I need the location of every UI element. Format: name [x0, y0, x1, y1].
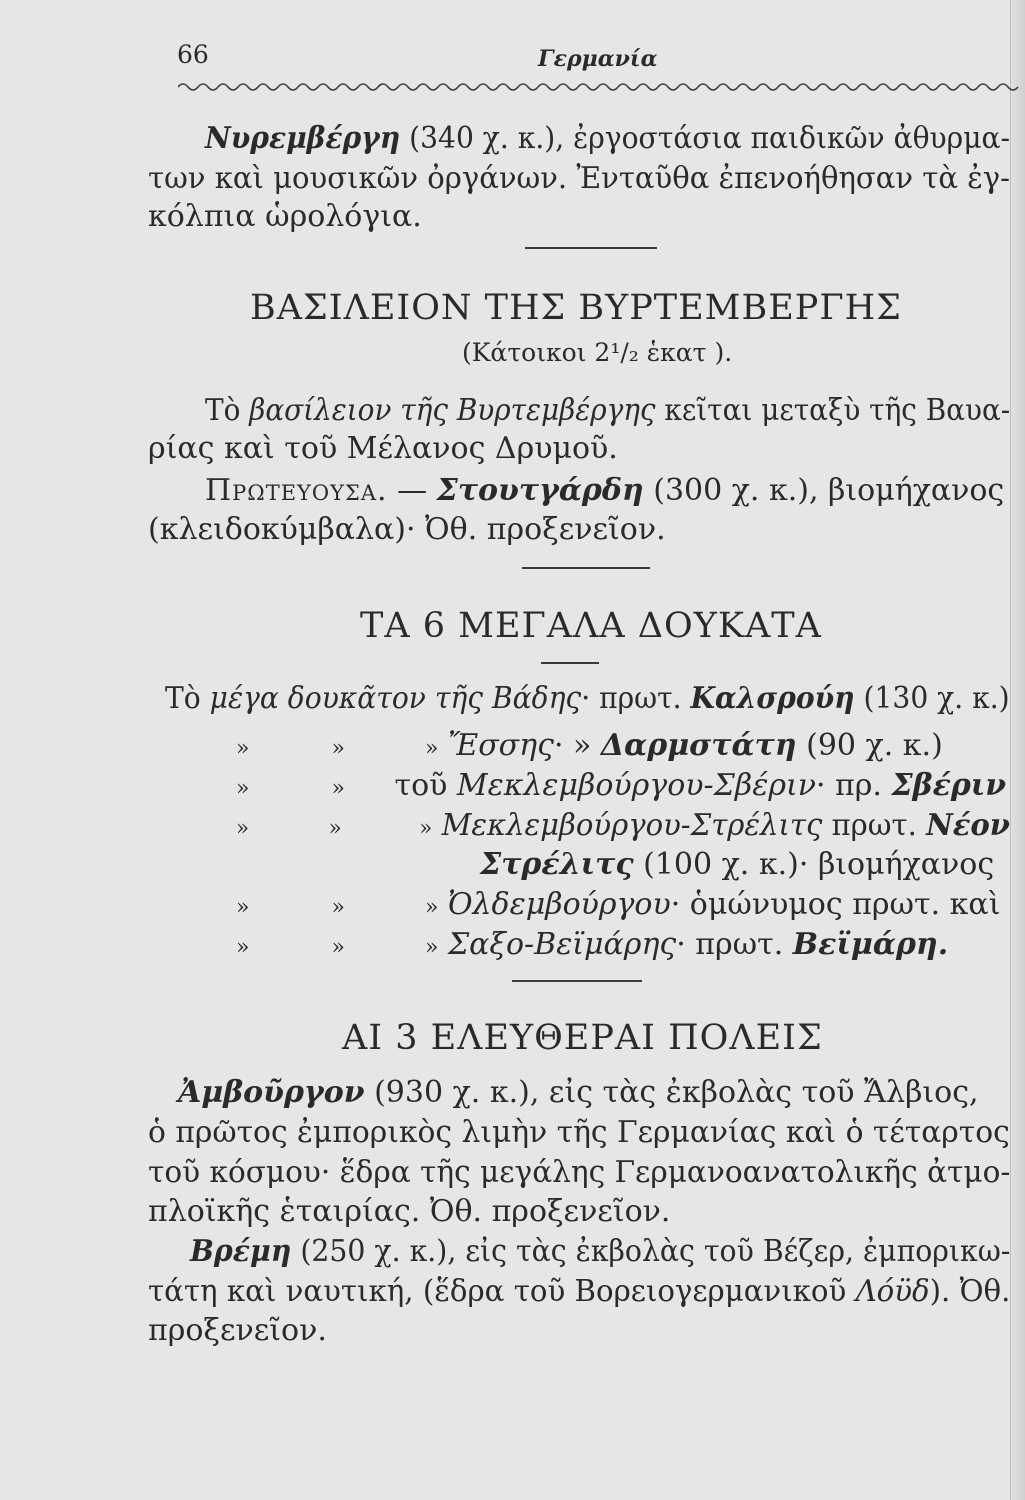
duchy-row: [165, 680, 1010, 718]
paragraph-line: τοῦ κόσμου· ἕδρα τῆς μεγάλης Γερμανοανατολικῆς ἀτμο-: [148, 1155, 1011, 1190]
ditto-mark: »: [419, 816, 433, 841]
italic-text: Ἔσσης: [447, 728, 554, 763]
paragraph-line: ὁ πρῶτος ἐμπορικὸς λιμὴν τῆς Γερμανίας καὶ ὁ τέταρτος: [148, 1115, 1010, 1150]
text: (100 χ. κ.)· βιομήχανος: [633, 847, 995, 882]
city-name: Νυρεμβέργη: [205, 121, 401, 156]
text: Τὸ: [165, 681, 210, 716]
ditto-mark: »: [236, 816, 250, 841]
section-divider: [522, 567, 650, 569]
duchy-row: [236, 807, 1010, 848]
short-divider: [541, 662, 599, 664]
running-title: Γερμανία: [538, 46, 658, 72]
wavy-header-rule: [178, 80, 1025, 94]
text: (300 χ. κ.), βιομήχανος: [643, 473, 1005, 508]
city-name: Ἀμβοῦργον: [178, 1075, 365, 1110]
italic-text: Μεκλεμβούργου-Στρέλιτς: [441, 808, 823, 843]
text: (250 χ. κ.), εἰς τὰς ἐκβολὰς τοῦ Βέζερ, ἐμπορικω-: [291, 1234, 1011, 1269]
text: τάτη καὶ ναυτική, (ἕδρα τοῦ Βορειογερμανικοῦ: [148, 1274, 856, 1309]
duchy-row: [236, 727, 943, 768]
intro-line-3: κόλπια ὡρολόγια.: [148, 199, 422, 234]
text: τοῦ: [394, 768, 457, 803]
ditto-mark: »: [236, 895, 250, 920]
capital-label: Πρωτευουσα.: [205, 473, 388, 508]
duchy-row: [236, 767, 1006, 808]
section-divider: [512, 980, 642, 982]
capital-name: Βεϊμάρη.: [792, 927, 949, 962]
text: · πρ.: [815, 768, 892, 803]
ditto-mark: »: [236, 736, 250, 761]
capital-name: Στουτγάρδη: [436, 473, 644, 508]
paragraph-line: [178, 1074, 979, 1112]
section-heading: ΑΙ 3 ΕΛΕΥΘΕΡΑΙ ΠΟΛΕΙΣ: [342, 1018, 823, 1058]
paragraph-line: [205, 392, 1010, 430]
ditto-mark: »: [424, 935, 439, 960]
paragraph-line: (κλειδοκύμβαλα)· Ὀθ. προξενεῖον.: [148, 512, 666, 547]
section-divider: [525, 247, 657, 249]
text: κεῖται μεταξὺ τῆς Βαυα-: [655, 393, 1011, 428]
text: · πρωτ.: [581, 681, 691, 716]
italic-text: Ὀλδεμβούργου: [447, 887, 671, 922]
capital-name: Στρέλιτς: [480, 847, 634, 882]
italic-text: μέγα δουκᾶτον τῆς Βάδης: [209, 681, 582, 716]
page-number: 66: [177, 40, 209, 69]
ditto-mark: »: [331, 776, 345, 801]
ditto-mark: »: [424, 736, 439, 761]
text: (90 χ. κ.): [796, 728, 943, 763]
intro-line-2: των καὶ μουσικῶν ὀργάνων. Ἐνταῦθα ἐπενοήθησαν τὰ ἐγ-: [148, 161, 1011, 196]
ditto-mark: »: [331, 895, 345, 920]
text: (130 χ. κ.): [854, 681, 1010, 716]
section-heading: ΒΑΣΙΛΕΙΟΝ ΤΗΣ ΒΥΡΤΕΜΒΕΡΓΗΣ: [250, 288, 902, 328]
duchy-row: [236, 926, 948, 967]
dash: —: [387, 473, 437, 508]
paragraph-line: προξενεῖον.: [148, 1313, 327, 1348]
text: · ὁμώνυμος πρωτ. καὶ: [670, 887, 1001, 922]
ditto-mark: »: [331, 736, 345, 761]
intro-text: (340 χ. κ.), ἐργοστάσια παιδικῶν ἀθυρμα-: [400, 121, 1011, 156]
text: Τὸ: [205, 393, 250, 428]
ditto-mark: »: [331, 935, 345, 960]
italic-text: Σαξο-Βεϊμάρης: [447, 927, 677, 962]
ditto-mark: »: [328, 816, 342, 841]
duchy-row: [236, 886, 1000, 927]
page-edge: [1010, 0, 1025, 1500]
text: πρωτ.: [822, 808, 927, 843]
text: · πρωτ.: [676, 927, 793, 962]
capital-name: Καλσρούη: [690, 681, 855, 716]
capital-name: Σβέριν: [891, 768, 1007, 803]
capital-name: Νέον: [926, 808, 1010, 843]
paragraph-line: πλοϊκῆς ἑταιρίας. Ὀθ. προξενεῖον.: [148, 1194, 671, 1229]
text: ). Ὀθ.: [929, 1274, 1011, 1309]
paragraph-line: [148, 1273, 1010, 1311]
italic-text: βασίλειον τῆς Βυρτεμβέργης: [249, 393, 656, 428]
paragraph-line: [190, 1233, 1010, 1271]
text: (930 χ. κ.), εἰς τὰς ἐκβολὰς τοῦ Ἄλβιος,: [364, 1075, 979, 1110]
population-note: (Κάτοικοι 2¹/₂ ἑκατ ).: [462, 338, 733, 367]
paragraph-line: ρίας καὶ τοῦ Μέλανος Δρυμοῦ.: [148, 431, 618, 466]
capital-line: [205, 472, 1004, 510]
italic-text: Μεκλεμβούργου-Σβέριν: [456, 768, 816, 803]
ditto-mark: »: [424, 895, 439, 920]
section-heading: ΤΑ 6 ΜΕΓΑΛΑ ΔΟΥΚΑΤΑ: [360, 606, 822, 646]
italic-text: Λόϋδ: [855, 1274, 930, 1309]
ditto-mark: »: [236, 935, 250, 960]
city-name: Βρέμη: [190, 1234, 292, 1269]
text: · »: [553, 728, 601, 763]
capital-name: Δαρμστάτη: [600, 728, 797, 763]
ditto-mark: »: [236, 776, 250, 801]
intro-line-1: [205, 120, 1010, 158]
duchy-row-continued: [480, 846, 994, 884]
